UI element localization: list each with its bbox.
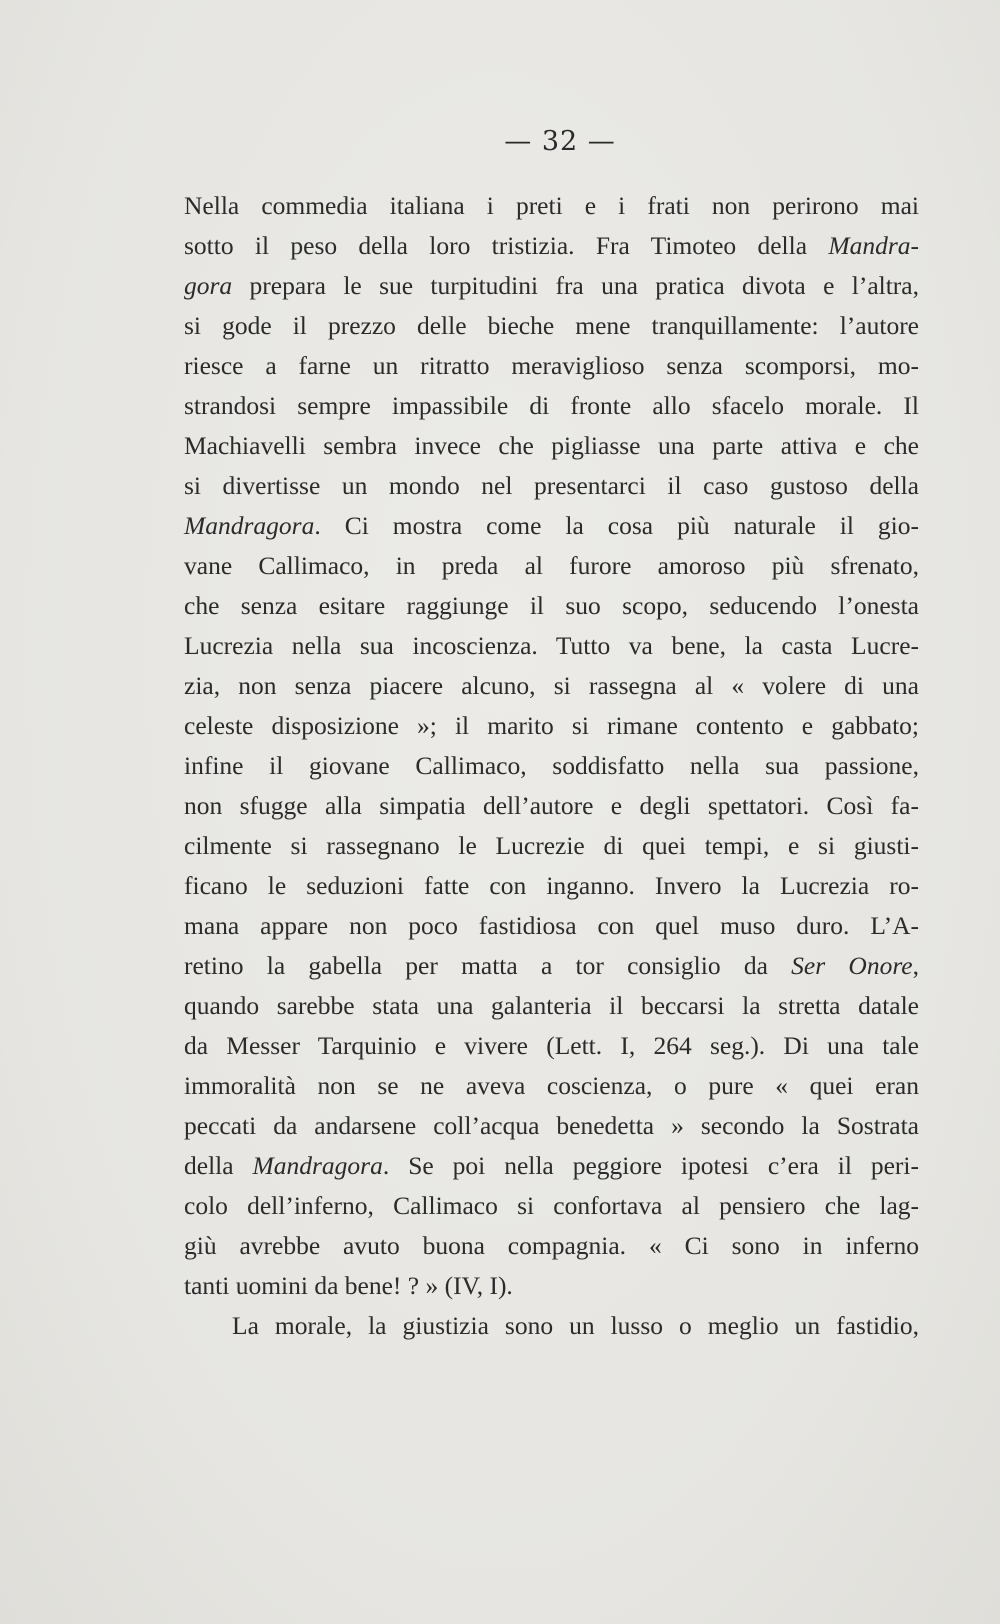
text-line: non sfugge alla simpatia dell’autore e degli spettatori. Così fa- (184, 791, 919, 820)
text-line: Lucrezia nella sua incoscienza. Tutto va bene, la casta Lucre- (184, 631, 919, 660)
text-line: vane Callimaco, in preda al furore amoroso più sfrenato, (184, 551, 919, 580)
text-line: sotto il peso della loro tristizia. Fra Timoteo della Mandra- (184, 231, 919, 260)
page-number: — 32 — (504, 126, 616, 157)
text-line: quando sarebbe stata una galanteria il beccarsi la stretta datale (184, 991, 919, 1020)
text-line: della Mandragora. Se poi nella peggiore ipotesi c’era il peri- (184, 1151, 919, 1180)
paragraph-1 (184, 186, 919, 1306)
text-line: La morale, la giustizia sono un lusso o meglio un fastidio, (232, 1311, 919, 1340)
text-line: che senza esitare raggiunge il suo scopo, seducendo l’onesta (184, 591, 919, 620)
text-line: ficano le seduzioni fatte con inganno. Invero la Lucrezia ro- (184, 871, 919, 900)
text-line: tanti uomini da bene! ? » (IV, I). (184, 1271, 513, 1300)
text-line: si divertisse un mondo nel presentarci il caso gustoso della (184, 471, 919, 500)
text-line: gora prepara le sue turpitudini fra una pratica divota e l’altra, (184, 271, 919, 300)
text-line: celeste disposizione »; il marito si rimane contento e gabbato; (184, 711, 919, 740)
text-line: Mandragora. Ci mostra come la cosa più naturale il gio- (184, 511, 919, 540)
text-line: riesce a farne un ritratto meraviglioso senza scomporsi, mo- (184, 351, 919, 380)
text-line: colo dell’inferno, Callimaco si confortava al pensiero che lag- (184, 1191, 919, 1220)
text-line: peccati da andarsene coll’acqua benedetta » secondo la Sostrata (184, 1111, 919, 1140)
text-line: immoralità non se ne aveva coscienza, o pure « quei eran (184, 1071, 919, 1100)
text-line: mana appare non poco fastidiosa con quel muso duro. L’A- (184, 911, 919, 940)
text-line: da Messer Tarquinio e vivere (Lett. I, 264 seg.). Di una tale (184, 1031, 919, 1060)
paragraph-2 (184, 1306, 919, 1346)
text-line: Nella commedia italiana i preti e i frati non perirono mai (184, 191, 919, 220)
text-line: zia, non senza piacere alcuno, si rassegna al « volere di una (184, 671, 919, 700)
body-text (184, 186, 919, 1346)
text-line: si gode il prezzo delle bieche mene tranquillamente: l’autore (184, 311, 919, 340)
text-line: infine il giovane Callimaco, soddisfatto nella sua passione, (184, 751, 919, 780)
text-line: giù avrebbe avuto buona compagnia. « Ci sono in inferno (184, 1231, 919, 1260)
text-line: cilmente si rassegnano le Lucrezie di quei tempi, e si giusti- (184, 831, 919, 860)
text-line: strandosi sempre impassibile di fronte allo sfacelo morale. Il (184, 391, 919, 420)
text-line: Machiavelli sembra invece che pigliasse una parte attiva e che (184, 431, 919, 460)
text-line: retino la gabella per matta a tor consiglio da Ser Onore, (184, 951, 919, 980)
